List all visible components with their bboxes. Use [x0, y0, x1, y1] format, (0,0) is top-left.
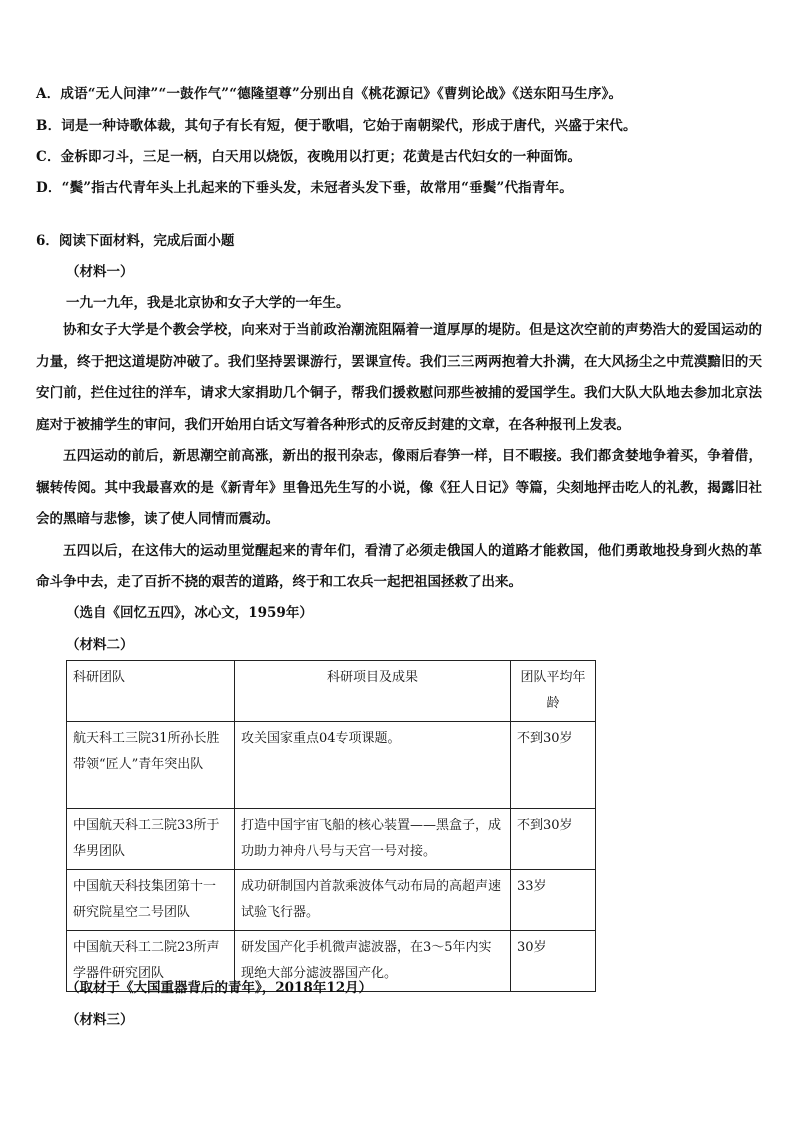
- option-d: D．“鬓”指古代青年头上扎起来的下垂头发，未冠者头发下垂，故常用“垂鬓”代指青年。: [36, 180, 573, 196]
- team-cell: 中国航天科工三院33所于华男团队: [67, 809, 235, 870]
- material1-source: （选自《回忆五四》，冰心文，1959年）: [66, 605, 313, 621]
- question-title: 6．阅读下面材料，完成后面小题: [36, 233, 235, 249]
- age-cell: 不到30岁: [511, 722, 596, 809]
- team-cell: 中国航天科技集团第十一研究院星空二号团队: [67, 870, 235, 931]
- research-teams-table: [66, 660, 596, 992]
- project-cell: 打造中国宇宙飞船的核心装置——黑盒子，成功助力神舟八号与天宫一号对接。: [235, 809, 511, 870]
- material1-first-line: 一九一九年，我是北京协和女子大学的一年生。: [66, 295, 350, 311]
- table-header-row: [67, 661, 596, 722]
- table-header-cell: 科研团队: [67, 661, 235, 722]
- team-cell: 中国航天科工二院23所声学器件研究团队: [67, 931, 235, 992]
- project-cell: 攻关国家重点04专项课题。: [235, 722, 511, 809]
- project-cell: 研发国产化手机微声滤波器，在3～5年内实现绝大部分滤波器国产化。: [235, 931, 511, 992]
- table-header-cell: 科研项目及成果: [235, 661, 511, 722]
- material1-heading: （材料一）: [66, 264, 134, 280]
- table-header-cell: 团队平均年龄: [511, 661, 596, 722]
- material1-paragraph: 协和女子大学是个教会学校，向来对于当前政治潮流阻隔着一道厚厚的堤防。但是这次空前的声势浩大的爱国运动的力量，终于把这道堤防冲破了。我们坚持罢课游行，罢课宣传。我们三三两两抱着大扑满，在大风扬尘之中荒漠黯旧的天安门前，拦住过往的洋车，请求大家捐助几个铜子，帮我们援救慰问那些被捕的爱国学生。我们大队大队地去参加北京法庭对于被捕学生的审问，我们开始用白话文写着各种形式的反帝反封建的文章，在各种报刊上发表。: [36, 322, 762, 433]
- age-cell: 30岁: [511, 931, 596, 992]
- age-cell: 33岁: [511, 870, 596, 931]
- option-b: B．词是一种诗歌体裁，其句子有长有短，便于歌唱，它始于南朝梁代，形成于唐代，兴盛于宋代。: [36, 118, 637, 134]
- material2-heading: （材料二）: [66, 637, 134, 653]
- material3-heading: （材料三）: [66, 1012, 134, 1028]
- option-a: A．成语“无人问津”“一鼓作气”“德隆望尊”分别出自《桃花源记》《曹刿论战》《送东阳马生序》。: [36, 86, 623, 102]
- material1-paragraph: 五四以后，在这伟大的运动里觉醒起来的青年们，看清了必须走俄国人的道路才能救国，他们勇敢地投身到火热的革命斗争中去，走了百折不挠的艰苦的道路，终于和工农兵一起把祖国拯救了出来。: [36, 542, 762, 590]
- team-cell: 航天科工三院31所孙长胜带领“匠人”青年突出队: [67, 722, 235, 809]
- age-cell: 不到30岁: [511, 809, 596, 870]
- material1-paragraph: 五四运动的前后，新思潮空前高涨，新出的报刊杂志，像雨后春笋一样，目不暇接。我们都贪婪地争着买，争着借，辗转传阅。其中我最喜欢的是《新青年》里鲁迅先生写的小说，像《狂人日记》等篇，尖刻地抨击吃人的礼教，揭露旧社会的黑暗与悲惨，读了使人同情而震动。: [36, 448, 762, 527]
- table-row: [67, 722, 596, 809]
- material2-source: （取材于《大国重器背后的青年》，2018年12月）: [66, 980, 373, 996]
- project-cell: 成功研制国内首款乘波体气动布局的高超声速试验飞行器。: [235, 870, 511, 931]
- table-row: [67, 809, 596, 870]
- option-c: C．金柝即刁斗，三足一柄，白天用以烧饭，夜晚用以打更；花黄是古代妇女的一种面饰。: [36, 149, 582, 165]
- table-row: [67, 870, 596, 931]
- material1-body: [36, 315, 762, 599]
